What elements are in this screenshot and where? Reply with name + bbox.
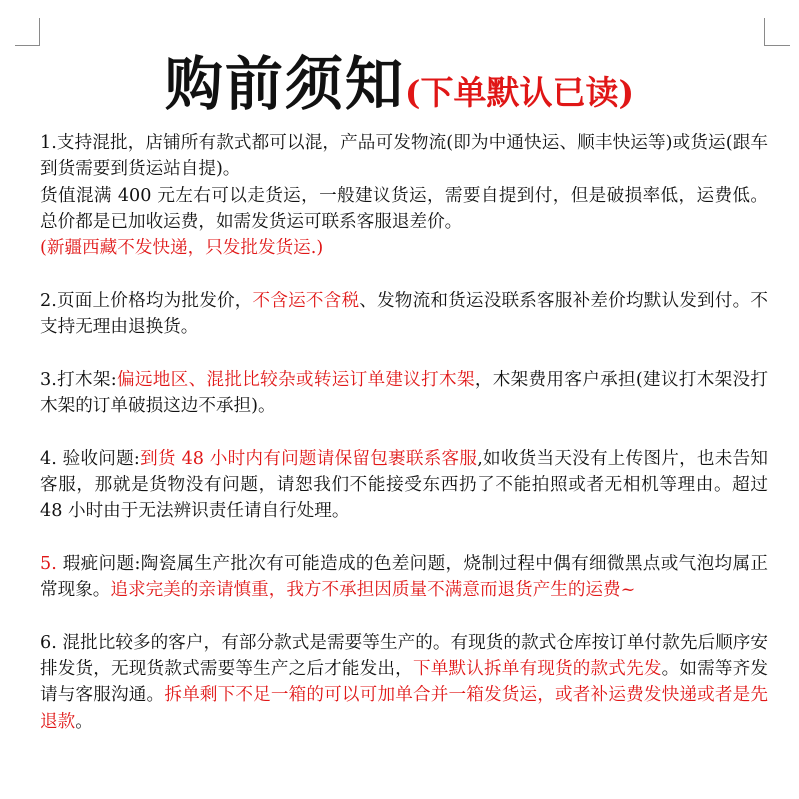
section-4-part-3: ,如收货当天没有上传图片，也未告知客服，那就是货物没有问题，请恕我们不能接受东西扔了不能拍照或者无相机等理由。超过 48 小时由于无法辨识责任请自行处理。 — [40, 448, 769, 522]
page-title — [0, 50, 799, 118]
title-subtitle: (下单默认已读) — [404, 73, 635, 112]
section-2-part-1: 2.页面上价格均为批发价， — [40, 290, 253, 311]
section-6-text — [40, 630, 768, 735]
section-3-part-3: ，木架费用客户承担(建议打木架没打木架的订单破损这边不承担)。 — [40, 369, 768, 416]
section-6-part-3: 。如需等齐发请与客服沟通。 — [40, 658, 768, 706]
section-6-highlight-1: 下单默认拆单有现货的款式先发 — [412, 658, 662, 679]
section-2-part-3: 、发物流和货运没联系客服补差价均默认发到付。不支持无理由退换货。 — [40, 290, 768, 338]
crop-mark-top-right — [764, 18, 790, 46]
section-1-line-2: 货值混满 400 元左右可以走货运，一般建议货运，需要自提到付，但是破损率低，运费低。总价都是已加收运费，如需发货运可联系客服退差价。 — [40, 185, 768, 232]
section-2-highlight: 不含运不含税 — [252, 290, 360, 311]
section-6-highlight-2: 拆单剩下不足一箱的可以可加单合并一箱发货运，或者补运费发快递或者是先退款 — [40, 685, 768, 732]
section-3-highlight: 偏远地区、混批比较杂或转运订单建议打木架 — [116, 369, 475, 390]
section-2 — [40, 288, 768, 341]
section-5-highlight: 追求完美的亲请慎重，我方不承担因质量不满意而退货产生的运费~ — [110, 580, 636, 601]
section-spacer — [40, 261, 768, 287]
section-1 — [40, 130, 768, 261]
section-5-number: 5. — [40, 553, 63, 574]
section-5-text — [40, 551, 768, 604]
title-main: 购前须知 — [164, 50, 405, 118]
section-4 — [40, 446, 768, 525]
section-6-part-1: 6. 混批比较多的客户，有部分款式是需要等生产的。有现货的款式仓库按订单付款先后顺序安排发货，无现货款式需要等生产之后才能发出， — [40, 632, 768, 679]
section-2-text — [40, 288, 768, 341]
section-1-note: (新疆西藏不发快递，只发批发货运.) — [40, 238, 324, 259]
section-5 — [40, 551, 768, 604]
section-6-part-5: 。 — [75, 711, 93, 732]
section-1-line-1: 1.支持混批，店铺所有款式都可以混，产品可发物流(即为中通快运、顺丰快运等)或货运(跟车到货需要到货运站自提)。 — [40, 133, 768, 180]
section-spacer — [40, 340, 768, 366]
section-3 — [40, 367, 768, 420]
section-spacer — [40, 419, 768, 445]
notice-body — [40, 130, 768, 735]
section-4-text — [40, 446, 768, 525]
section-4-part-1: 4. 验收问题: — [40, 448, 140, 469]
crop-mark-top-left — [15, 18, 40, 46]
section-4-highlight: 到货 48 小时内有问题请保留包裹联系客服 — [139, 448, 478, 469]
section-spacer — [40, 524, 768, 550]
section-5-part-2: 瑕疵问题:陶瓷属生产批次有可能造成的色差问题，烧制过程中偶有细微黑点或气泡均属正常现象。 — [40, 553, 768, 601]
section-3-text — [40, 367, 768, 420]
section-spacer — [40, 603, 768, 629]
section-3-part-1: 3.打木架: — [40, 369, 117, 390]
section-6 — [40, 630, 768, 735]
